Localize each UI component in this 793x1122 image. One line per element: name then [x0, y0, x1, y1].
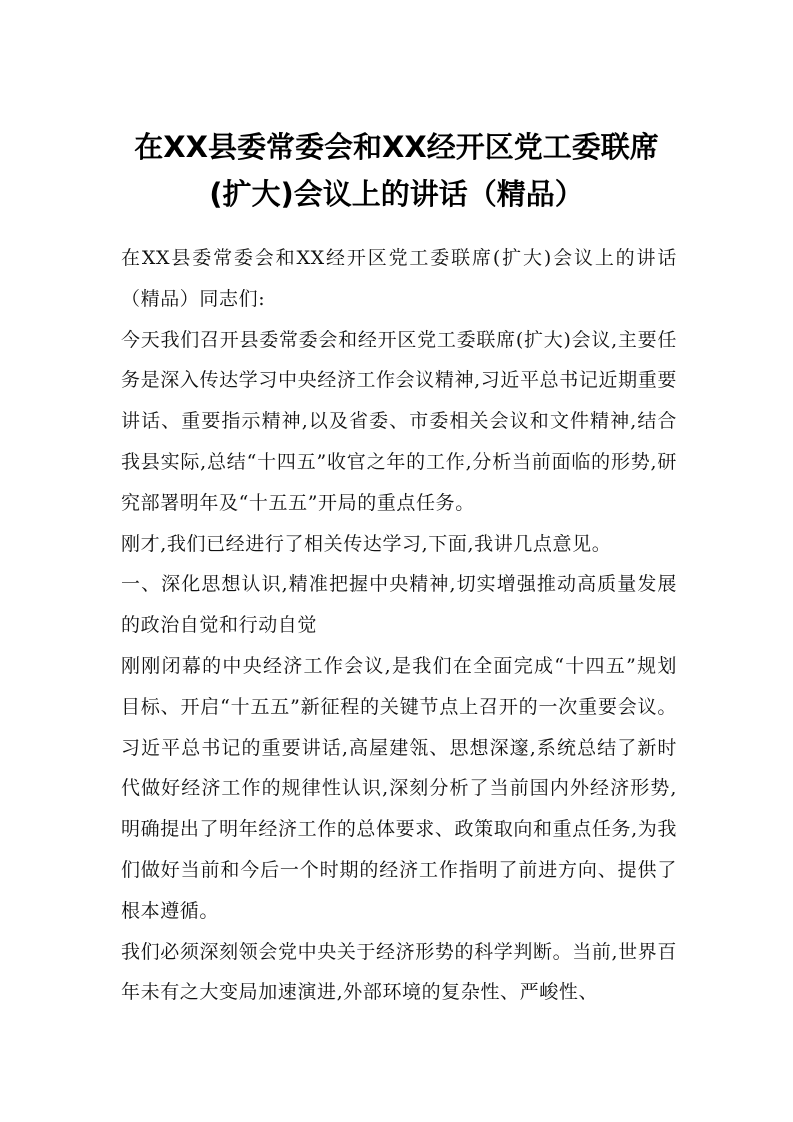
document-body [121, 238, 677, 1013]
paragraph-central-conference: 刚刚闭幕的中央经济工作会议,是我们在全面完成“十四五”规划目标、开启“十五五”新征程的关键节点上召开的一次重要会议。习近平总书记的重要讲话,高屋建瓴、思想深邃,系统总结了新时代做好经济工作的规律性认识,深刻分析了当前国内外经济形势,明确提出了明年经济工作的总体要求、政策取向和重点任务,为我们做好当前和今后一个时期的经济工作指明了前进方向、提供了根本遵循。 [121, 654, 677, 922]
paragraph-transition: 刚才,我们已经进行了相关传达学习,下面,我讲几点意见。 [121, 532, 612, 555]
section-heading-1: 一、深化思想认识,精准把握中央精神,切实增强推动高质量发展的政治自觉和行动自觉 [121, 573, 677, 637]
paragraph-meeting-purpose: 今天我们召开县委常委会和经开区党工委联席(扩大)会议,主要任务是深入传达学习中央经济工作会议精神,习近平总书记近期重要讲话、重要指示精神,以及省委、市委相关会议和文件精神,结合我县实际,总结“十四五”收官之年的工作,分析当前面临的形势,研究部署明年及“十五五”开局的重点任务。 [121, 328, 677, 514]
paragraph-economic-situation: 我们必须深刻领会党中央关于经济形势的科学判断。当前,世界百年未有之大变局加速演进,外部环境的复杂性、严峻性、 [121, 940, 677, 1004]
document-title-line-1: 在XX县委常委会和XX经开区党工委联席 [134, 130, 659, 164]
document-title-line-2: (扩大)会议上的讲话（精品） [209, 177, 584, 211]
paragraph-intro-salutation: 在XX县委常委会和XX经开区党工委联席(扩大)会议上的讲话（精品）同志们: [121, 247, 677, 310]
